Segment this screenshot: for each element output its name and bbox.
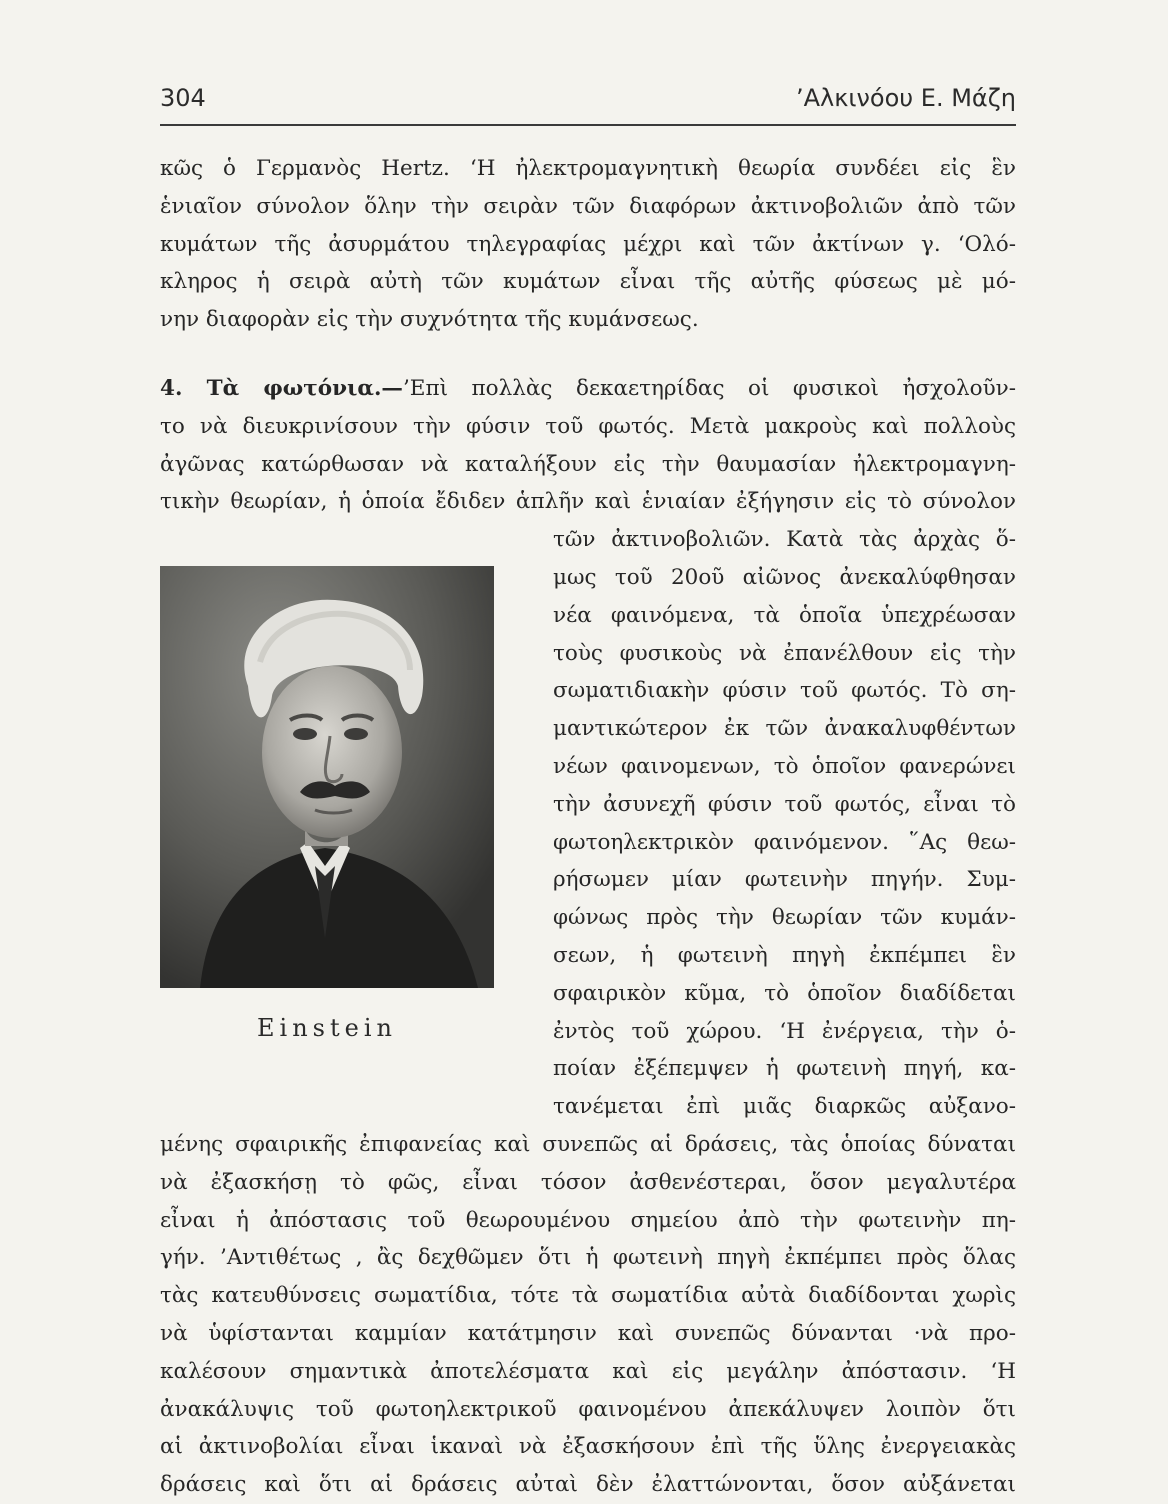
section-first-line xyxy=(160,370,1016,408)
running-title: ’Αλκινόου Ε. Μάζη xyxy=(795,84,1016,112)
paragraph-line: νην διαφορὰν εἰς τὴν συχνότητα τῆς κυμάνσεως. xyxy=(160,307,699,333)
portrait-photo xyxy=(160,566,494,988)
wrapped-line: τὴν ἀσυνεχῆ φύσιν τοῦ φωτός, εἶναι τὸ xyxy=(553,791,1016,817)
wrapped-line: μαντικώτερον ἐκ τῶν ἀνακαλυφθέντων xyxy=(553,716,1016,742)
wrapped-line: σωματιδιακὴν φύσιν τοῦ φωτός. Τὸ ση- xyxy=(553,678,1016,704)
paragraph-line: κληρος ἡ σειρὰ αὐτὴ τῶν κυμάτων εἶναι τῆς αὐτῆς φύσεως μὲ μό- xyxy=(160,269,1016,295)
wrapped-line: νέων φαινομενων, τὸ ὁποῖον φανερώνει xyxy=(553,753,1016,779)
paragraph-line: δράσεις καὶ ὅτι αἱ δράσεις αὐταὶ δὲν ἐλαττώνονται, ὅσον αὐξάνεται xyxy=(160,1472,1016,1498)
figure-caption: Einstein xyxy=(257,1014,397,1042)
wrapped-line: σεων, ἡ φωτεινὴ πηγὴ ἐκπέμπει ἓν xyxy=(553,942,1016,968)
wrapped-line: τανέμεται ἐπὶ μιᾶς διαρκῶς αὐξανο- xyxy=(553,1094,1016,1120)
paragraph-line: αἱ ἀκτινοβολίαι εἶναι ἱκαναὶ νὰ ἐξασκήσουν ἐπὶ τῆς ὕλης ἐνεργειακὰς xyxy=(160,1434,1016,1460)
paragraph-line: τικὴν θεωρίαν, ἡ ὁποία ἔδιδεν ἁπλῆν καὶ ἑνιαίαν ἐξήγησιν εἰς τὸ σύνολον xyxy=(160,489,1016,515)
wrapped-line: φωτοηλεκτρικὸν φαινόμενον. ῞Ας θεω- xyxy=(553,829,1016,855)
wrapped-line: νέα φαινόμενα, τὰ ὁποῖα ὑπεχρέωσαν xyxy=(553,602,1016,628)
wrapped-line: ρήσωμεν μίαν φωτεινὴν πηγήν. Συμ- xyxy=(553,867,1016,893)
wrapped-line: φώνως πρὸς τὴν θεωρίαν τῶν κυμάν- xyxy=(553,905,1016,931)
running-header xyxy=(160,84,1016,112)
wrapped-line: τῶν ἀκτινοβολιῶν. Κατὰ τὰς ἀρχὰς ὅ- xyxy=(553,527,1016,553)
paragraph-line: κυμάτων τῆς ἀσυρμάτου τηλεγραφίας μέχρι καὶ τῶν ἀκτίνων γ. ‘Ολό- xyxy=(160,231,1016,257)
section-first-line-text: ’Επὶ πολλὰς δεκαετηρίδας οἱ φυσικοὶ ἠσχολοῦν- xyxy=(402,375,1016,401)
paragraph-line: νὰ ἐξασκήσῃ τὸ φῶς, εἶναι τόσον ἀσθενέστεραι, ὅσον μεγαλυτέρα xyxy=(160,1169,1016,1195)
paragraph-line: νὰ ὑφίστανται καμμίαν κατάτμησιν καὶ συνεπῶς δύνανται ·νὰ προ- xyxy=(160,1320,1016,1346)
wrapped-line: ἐντὸς τοῦ χώρου. ‘Η ἐνέργεια, τὴν ὁ- xyxy=(553,1018,1016,1044)
wrapped-line: τοὺς φυσικοὺς νὰ ἐπανέλθουν εἰς τὴν xyxy=(553,640,1016,666)
paragraph-line: εἶναι ἡ ἀπόστασις τοῦ θεωρουμένου σημείου ἀπὸ τὴν φωτεινὴν πη- xyxy=(160,1207,1016,1233)
page-number: 304 xyxy=(160,84,206,112)
paragraph-line: το νὰ διευκρινίσουν τὴν φύσιν τοῦ φωτός. Μετὰ μακροὺς καὶ πολλοὺς xyxy=(160,413,1016,439)
header-rule xyxy=(160,124,1016,126)
wrapped-line: μως τοῦ 20οῦ αἰῶνος ἀνεκαλύφθησαν xyxy=(553,564,1016,590)
paragraph-spacer xyxy=(160,339,1016,370)
wrapped-line: ποίαν ἐξέπεμψεν ἡ φωτεινὴ πηγή, κα- xyxy=(553,1056,1016,1082)
paragraph-line: κῶς ὁ Γερμανὸς Hertz. ‘Η ἠλεκτρομαγνητικὴ θεωρία συνδέει εἰς ἓν xyxy=(160,156,1016,181)
paragraph-line: ἀγῶνας κατώρθωσαν νὰ καταλήξουν εἰς τὴν θαυμασίαν ἠλεκτρομαγνη- xyxy=(160,451,1016,477)
paragraph-line: μένης σφαιρικῆς ἐπιφανείας καὶ συνεπῶς αἱ δράσεις, τὰς ὁποίας δύναται xyxy=(160,1131,1016,1157)
paragraph-line: καλέσουν σημαντικὰ ἀποτελέσματα καὶ εἰς μεγάλην ἀπόστασιν. ‘Η xyxy=(160,1358,1016,1384)
wrapped-line: σφαιρικὸν κῦμα, τὸ ὁποῖον διαδίδεται xyxy=(553,980,1016,1006)
section-heading: 4. Τὰ φωτόνια.— xyxy=(160,375,403,401)
paragraph-line: γήν. ’Αντιθέτως , ἂς δεχθῶμεν ὅτι ἡ φωτεινὴ πηγὴ ἐκπέμπει πρὸς ὅλας xyxy=(160,1245,1016,1271)
paragraph-line: ἑνιαῖον σύνολον ὅλην τὴν σειρὰν τῶν διαφόρων ἀκτινοβολιῶν ἀπὸ τῶν xyxy=(160,193,1016,219)
paragraph-line: τὰς κατευθύνσεις σωματίδια, τότε τὰ σωματίδια αὐτὰ διαδίδονται χωρὶς xyxy=(160,1283,1016,1309)
paragraph-line: ἀνακάλυψις τοῦ φωτοηλεκτρικοῦ φαινομένου ἀπεκάλυψεν λοιπὸν ὅτι xyxy=(160,1396,1016,1422)
portrait-illustration xyxy=(160,566,494,988)
